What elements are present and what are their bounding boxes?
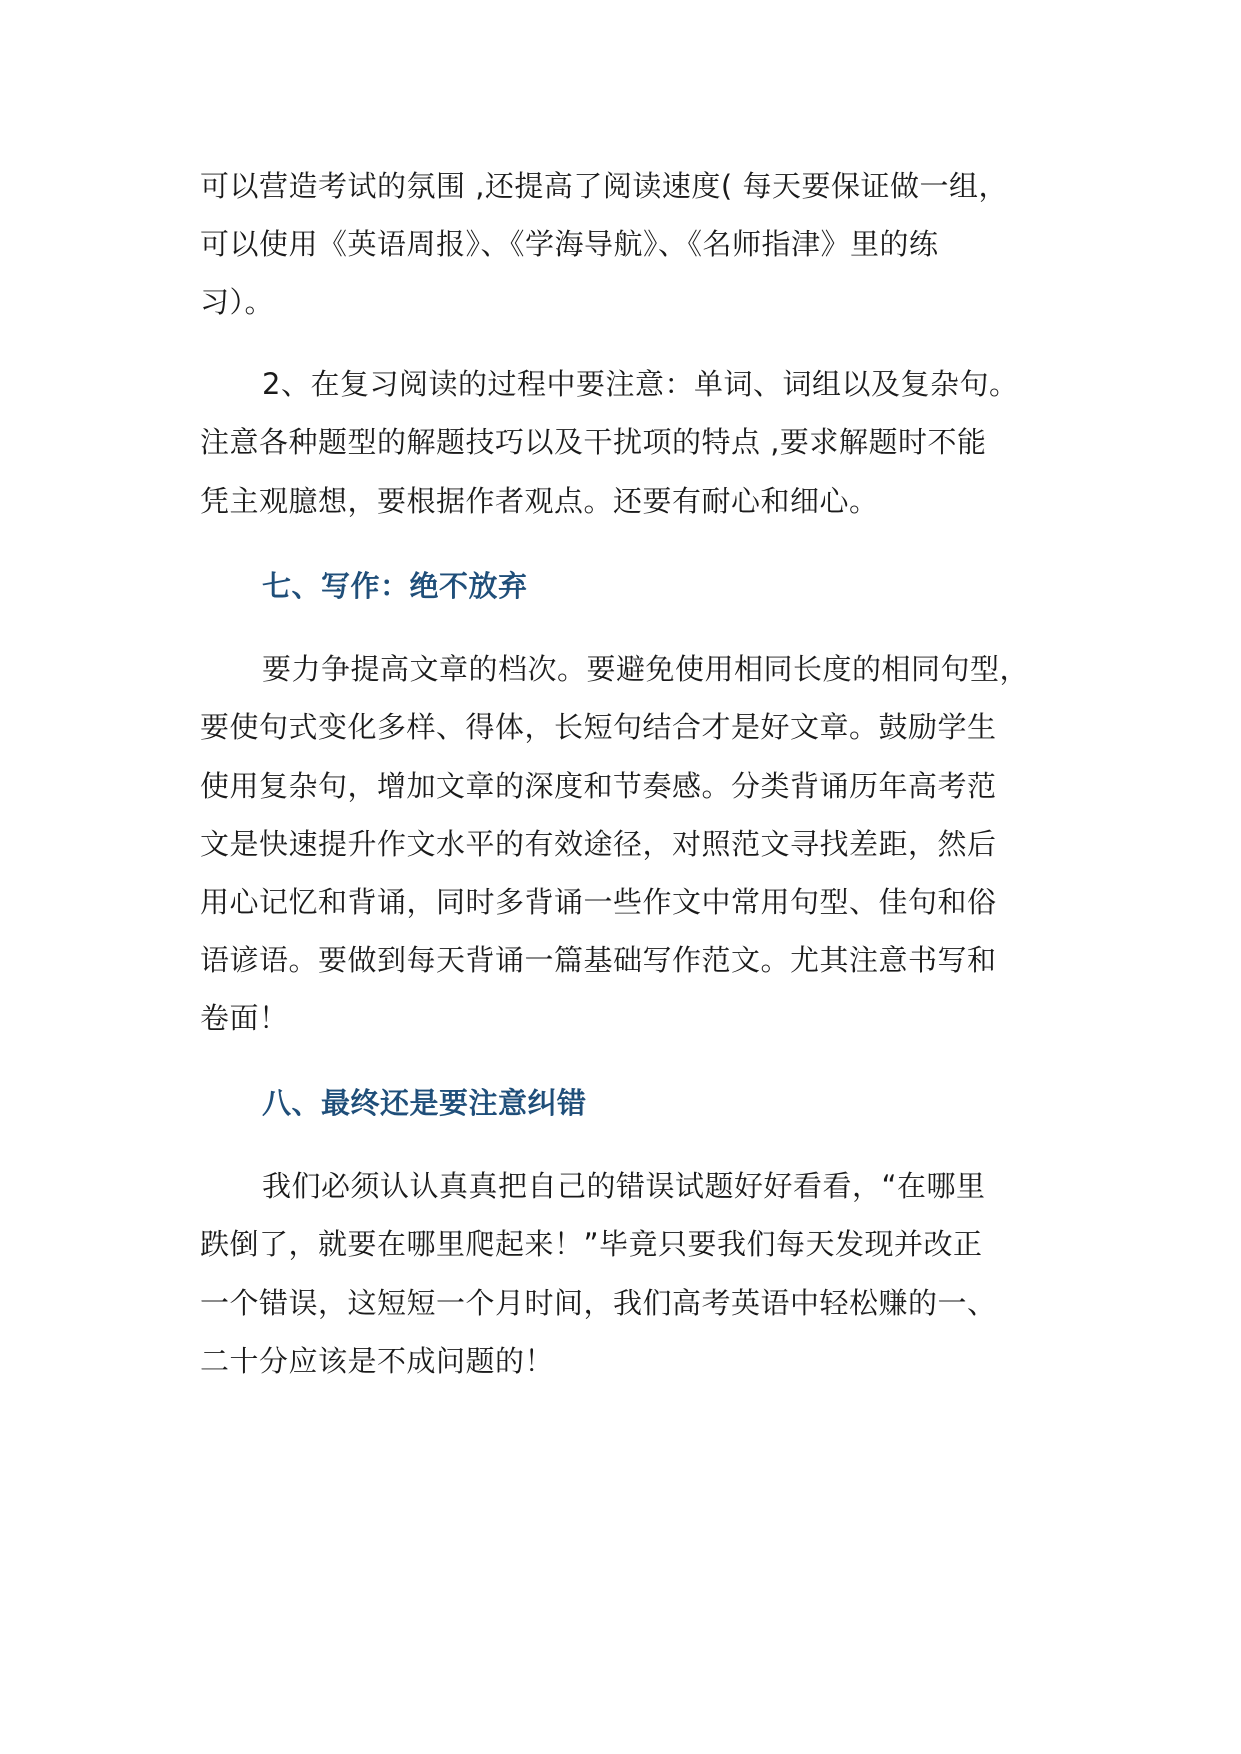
text-line: 卷面！ <box>200 1001 289 1035</box>
text-line: 一个错误，这短短一个月时间，我们高考英语中轻松赚的一、 <box>200 1286 997 1320</box>
text-line: 二十分应该是不成问题的！ <box>200 1344 555 1378</box>
section-heading-writing: 七、写作：绝不放弃 <box>262 569 528 603</box>
text-line: 可以使用《英语周报》、《学海导航》、《名师指津》里的练 <box>200 227 939 261</box>
text-line: 2、在复习阅读的过程中要注意：单词、词组以及复杂句。 <box>262 367 1019 401</box>
text-line: 注意各种题型的解题技巧以及干扰项的特点 ,要求解题时不能 <box>200 425 987 459</box>
text-line: 习）。 <box>200 285 275 319</box>
text-line: 跌倒了，就要在哪里爬起来！”毕竟只要我们每天发现并改正 <box>200 1227 983 1261</box>
text-line: 文是快速提升作文水平的有效途径，对照范文寻找差距，然后 <box>200 827 997 861</box>
text-line: 要力争提高文章的档次。要避免使用相同长度的相同句型， <box>262 652 1030 686</box>
text-line: 我们必须认认真真把自己的错误试题好好看看，“在哪里 <box>262 1169 986 1203</box>
text-line: 要使句式变化多样、得体，长短句结合才是好文章。鼓励学生 <box>200 710 997 744</box>
text-line: 凭主观臆想，要根据作者观点。还要有耐心和细心。 <box>200 484 879 518</box>
text-line: 可以营造考试的氛围 ,还提高了阅读速度( 每天要保证做一组， <box>200 169 1008 203</box>
text-line: 用心记忆和背诵，同时多背诵一些作文中常用句型、佳句和俗 <box>200 885 997 919</box>
text-line: 使用复杂句，增加文章的深度和节奏感。分类背诵历年高考范 <box>200 769 997 803</box>
text-line: 语谚语。要做到每天背诵一篇基础写作范文。尤其注意书写和 <box>200 943 997 977</box>
section-heading-corrections: 八、最终还是要注意纠错 <box>262 1086 587 1120</box>
